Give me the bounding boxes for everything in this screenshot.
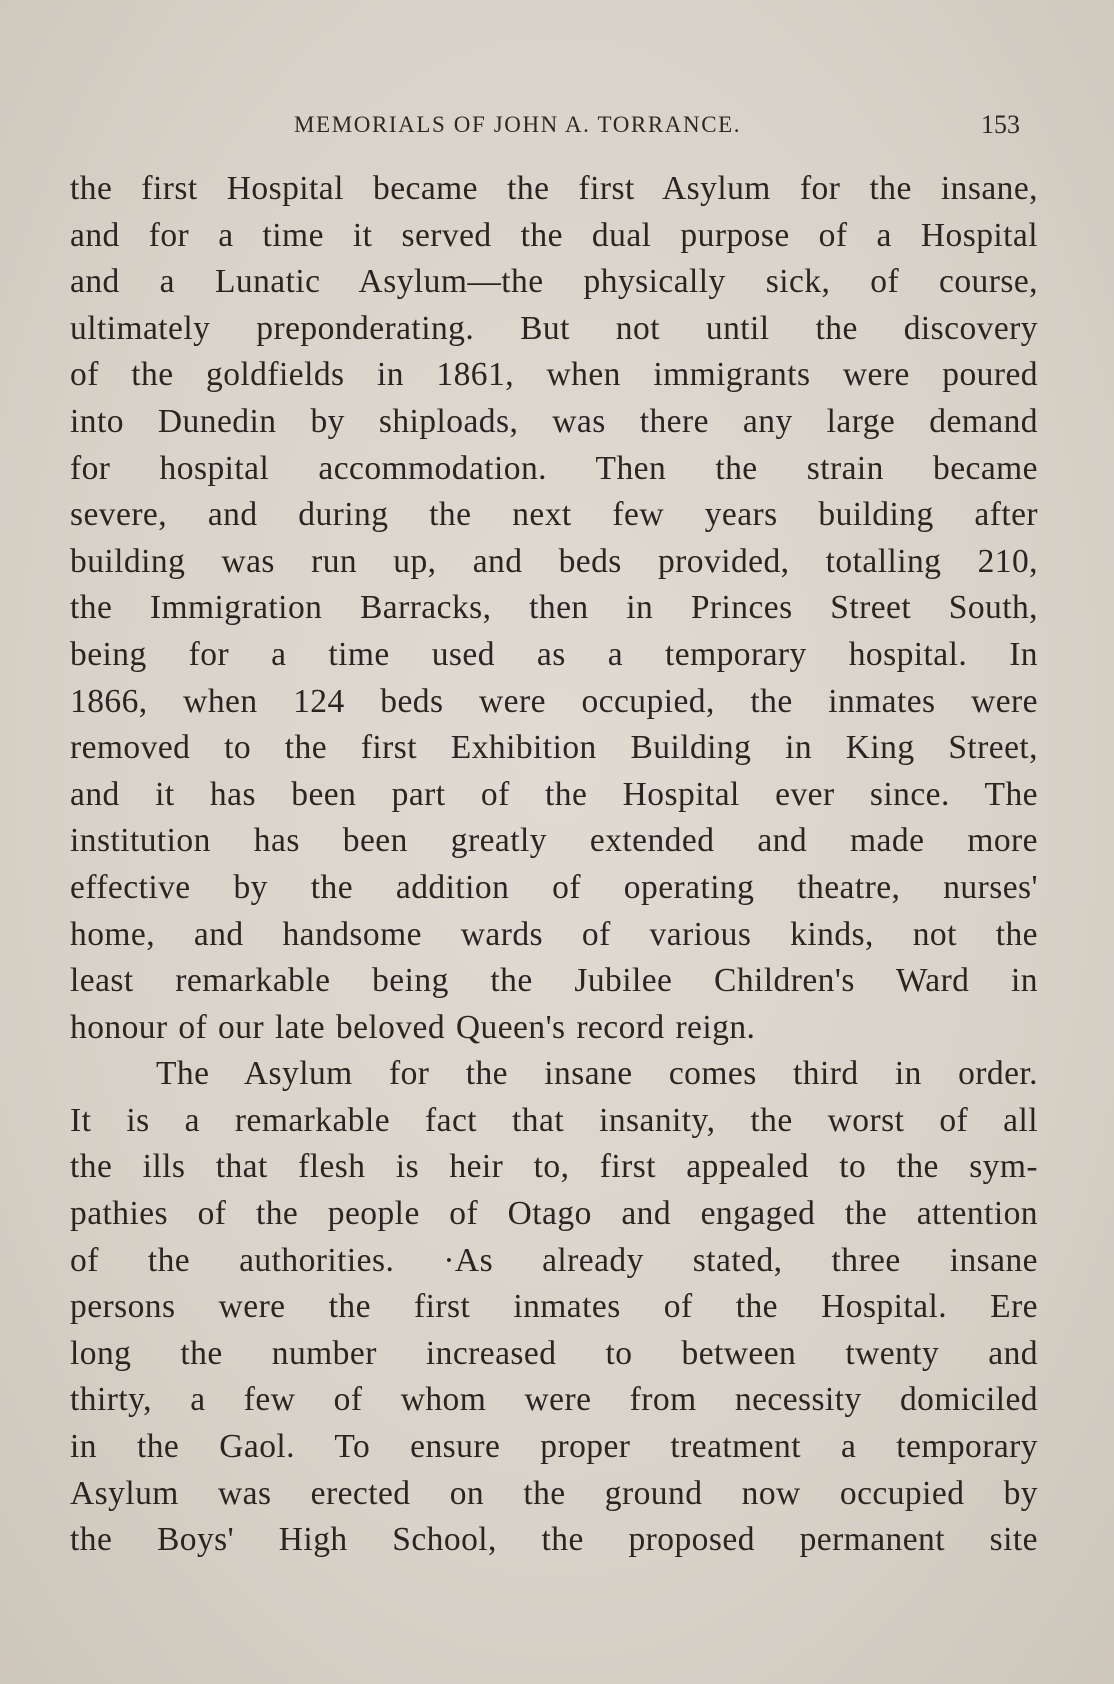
text-line: and it has been part of the Hospital ever since. The [70,775,1038,813]
text-line: the first Hospital became the first Asylum for the insane, [70,170,1038,207]
text-line: in the Gaol. To ensure proper treatment a temporary [70,1428,1038,1466]
text-line: the Boys' High School, the proposed permanent site [70,1521,1038,1559]
text-line: the Immigration Barracks, then in Princes Street South, [70,589,1038,627]
text-line: building was run up, and beds provided, totalling 210, [70,542,1038,580]
text-line: 1866, when 124 beds were occupied, the inmates were [70,682,1038,720]
text-line: pathies of the people of Otago and engaged the attention [70,1195,1038,1233]
text-line: into Dunedin by shiploads, was there any large demand [70,402,1038,440]
text-line: of the authorities. ·As already stated, three insane [70,1241,1038,1279]
text-line: and a Lunatic Asylum—the physically sick, of course, [70,263,1038,301]
text-line: thirty, a few of whom were from necessity domiciled [70,1381,1038,1419]
text-line: the ills that flesh is heir to, first appealed to the sym- [70,1148,1038,1186]
text-line: being for a time used as a temporary hospital. In [70,635,1038,673]
text-line: ultimately preponderating. But not until the discovery [70,309,1038,347]
text-line: home, and handsome wards of various kinds, not the [70,915,1038,953]
text-line: and for a time it served the dual purpose of a Hospital [70,216,1038,254]
paragraph-start-line: The Asylum for the insane comes third in order. [156,1055,1038,1093]
text-line: institution has been greatly extended and made more [70,822,1038,860]
body-text [70,166,1038,1564]
running-head [70,112,1020,142]
paragraph-end-line: honour of our late beloved Queen's record reign. [70,1008,756,1046]
text-line: severe, and during the next few years building after [70,496,1038,534]
text-line: effective by the addition of operating theatre, nurses' [70,868,1038,906]
text-line: persons were the first inmates of the Hospital. Ere [70,1288,1038,1326]
text-line: It is a remarkable fact that insanity, the worst of all [70,1101,1038,1139]
text-line: least remarkable being the Jubilee Children's Ward in [70,962,1038,1000]
page-number: 153 [981,110,1020,139]
text-line: Asylum was erected on the ground now occupied by [70,1474,1038,1512]
text-line: long the number increased to between twenty and [70,1334,1038,1372]
text-line: removed to the first Exhibition Building in King Street, [70,729,1038,767]
running-title: MEMORIALS OF JOHN A. TORRANCE. [294,112,742,137]
text-line: for hospital accommodation. Then the strain became [70,449,1038,487]
text-line: of the goldfields in 1861, when immigrants were poured [70,356,1038,394]
